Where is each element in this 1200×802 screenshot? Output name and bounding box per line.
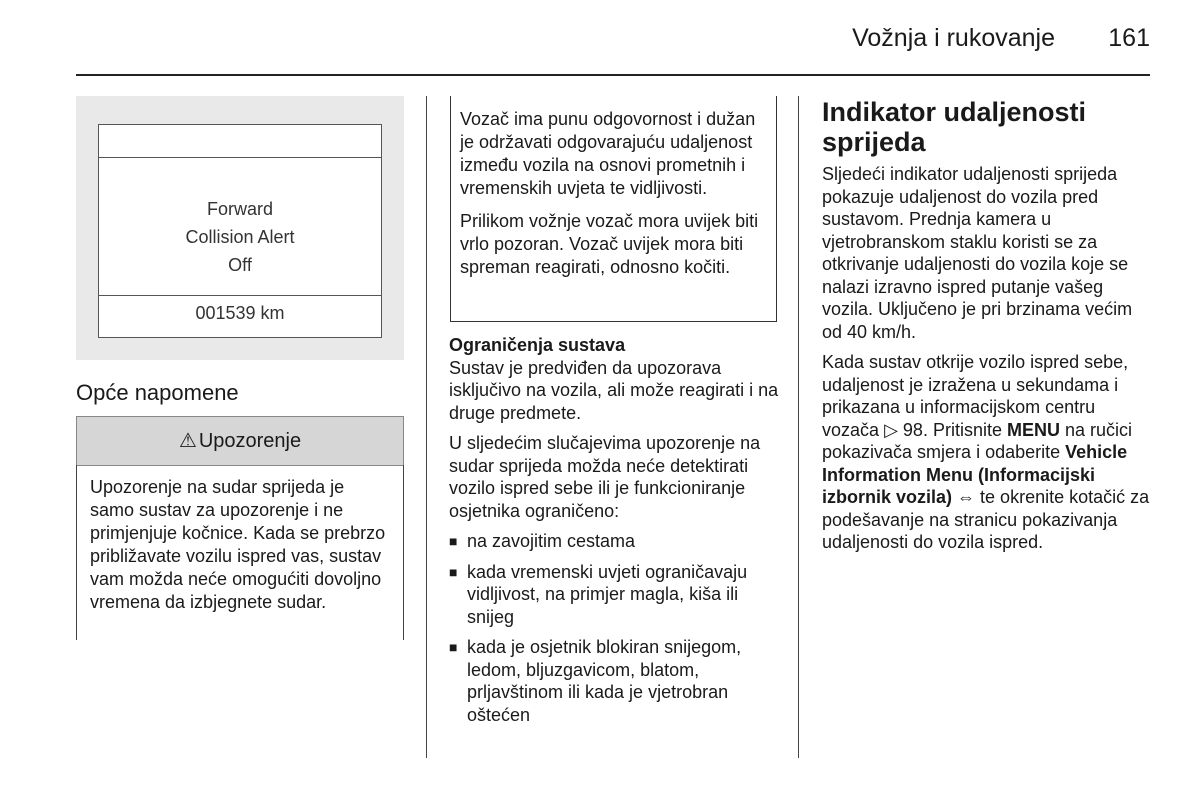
bullet-square-icon: ■ xyxy=(449,563,458,580)
warning-header xyxy=(76,416,404,466)
responsibility-paragraph-1: Vozač ima punu odgovornost i dužan je održavati odgovarajuću udaljenost između vozila na osnovi prometnih i vremenskih uvjeta te vidljivosti. xyxy=(460,109,756,198)
screen-divider-bottom xyxy=(99,295,381,296)
distance-indicator-body xyxy=(822,163,1154,562)
responsibility-paragraph-2: Prilikom vožnje vozač mora uvijek biti vrlo pozoran. Vozač uvijek mora biti spreman reagirati, odnosno kočiti. xyxy=(460,211,759,277)
running-title: Vožnja i rukovanje xyxy=(852,24,1055,52)
screen-message xyxy=(99,195,381,279)
bullet-square-icon: ■ xyxy=(449,533,458,549)
distance-paragraph-1: Sljedeći indikator udaljenosti sprijeda pokazuje udaljenost do vozila pred sustavom. Prednja kamera u vjetrobranskom staklu koristi se za otkrivanje udaljenosti do vozila koje se nalazi izravno ispred putanje vašeg vozila. Uključeno je pri brzinama većim od 40 km/h. xyxy=(822,164,1133,342)
warning-triangle-icon: ⚠ xyxy=(178,430,197,452)
column-divider-2 xyxy=(798,96,799,758)
limitations-paragraph-1: Sustav je predviđen da upozorava isključivo na vozila, ali može reagirati i na druge predmete. xyxy=(449,357,779,423)
warning-text: Upozorenje na sudar sprijeda je samo sustav za upozorenje i ne primjenjuje kočnice. Kada se prebrzo približavate vozilu ispred vas, sustav vam možda neće omogućiti dovoljno vremena da izbjegnete sudar. xyxy=(90,477,386,612)
header-rule xyxy=(76,74,1150,76)
menu-button-label: MENU xyxy=(1006,419,1060,440)
odometer-readout: 001539 km xyxy=(195,303,285,323)
display-illustration xyxy=(76,96,404,360)
driver-info-screen xyxy=(98,124,382,338)
column-divider-1 xyxy=(426,96,427,758)
page-reference: 98 xyxy=(902,419,923,440)
screen-divider-top xyxy=(99,157,381,158)
list-item xyxy=(449,530,785,553)
section-heading-general: Opće napomene xyxy=(76,380,239,405)
distance-paragraph-2: Kada sustav otkrije vozilo ispred sebe, udaljenost je izražena u sekundama i prikazana u informacijskom centru vozača ▷ 98. Pritisnite MENU na ručici pokazivača smjera i odaberite Vehicle Information Menu (Informacijski izbornik vozila) ⇔ te okrenite kotačić za podešavanje na stranicu pokazivanja udaljenosti do vozila ispred. xyxy=(822,352,1150,552)
screen-line-2: Collision Alert xyxy=(185,227,295,247)
vehicle-information-menu-label: Vehicle Information Menu (Informacijski izbornik vozila) xyxy=(822,442,1128,507)
screen-line-3: Off xyxy=(228,255,252,275)
bullet-square-icon: ■ xyxy=(449,639,458,655)
screen-line-1: Forward xyxy=(206,199,273,219)
page-reference-icon: ▷ xyxy=(884,419,898,440)
list-item xyxy=(449,561,785,629)
page-number: 161 xyxy=(1108,24,1150,52)
list-item-text: na zavojitim cestama xyxy=(467,531,636,551)
list-item xyxy=(449,636,785,726)
limitations-heading: Ograničenja sustava xyxy=(449,335,626,355)
warning-label: Upozorenje xyxy=(198,430,302,452)
limitations-paragraph-2: U sljedećim slučajevima upozorenje na sudar sprijeda možda neće detektirati vozilo ispred sebe ili je funkcioniranje osjetnika ograničeno: xyxy=(449,433,761,521)
system-limitations xyxy=(449,334,785,734)
responsibility-text xyxy=(460,108,772,289)
list-item-text: kada je osjetnik blokiran snijegom, ledom, bljuzgavicom, blatom, prljavštinom ili kada je vjetrobran oštećen xyxy=(467,637,742,725)
section-heading-distance-indicator: Indikator udaljenosti sprijeda xyxy=(822,97,1087,157)
car-icon: ⇔ xyxy=(957,487,976,507)
list-item-text: kada vremenski uvjeti ograničavaju vidljivost, na primjer magla, kiša ili snijeg xyxy=(467,561,748,627)
limitations-list xyxy=(449,530,785,726)
